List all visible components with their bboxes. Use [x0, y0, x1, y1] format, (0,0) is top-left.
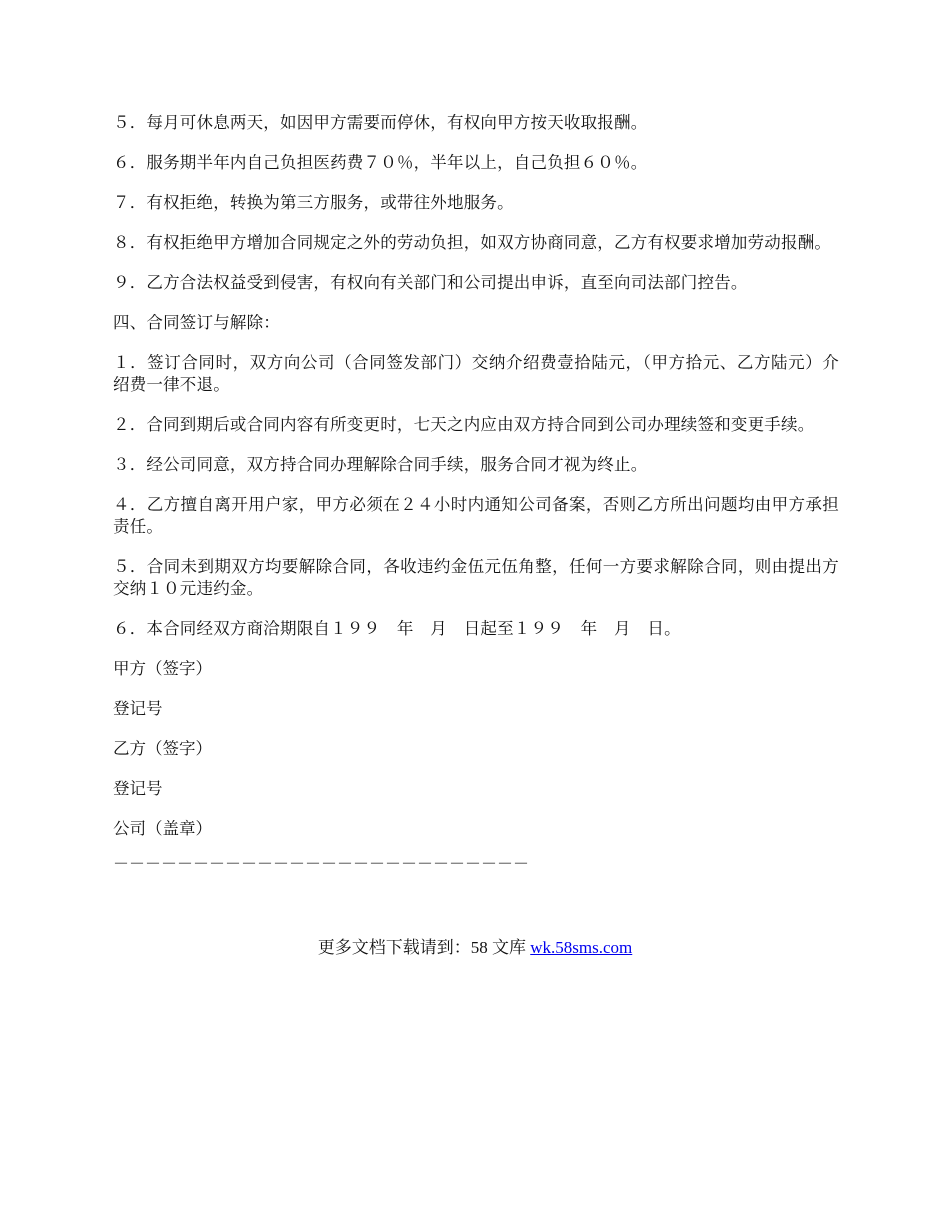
party-b-signature: 乙方（签字）	[113, 739, 212, 758]
party-a-registration: 登记号	[113, 699, 163, 718]
clause-4-2: ２．合同到期后或合同内容有所变更时，七天之内应由双方持合同到公司办理续签和变更手续。	[113, 415, 815, 434]
company-seal: 公司（盖章）	[113, 819, 212, 838]
document-body	[113, 112, 839, 874]
dash-divider: －－－－－－－－－－－－－－－－－－－－－－－－－－	[113, 854, 530, 873]
footer-text: 更多文档下载请到：58 文库	[317, 938, 531, 957]
party-a-signature: 甲方（签字）	[113, 659, 212, 678]
clause-4-3: ３．经公司同意，双方持合同办理解除合同手续，服务合同才视为终止。	[113, 455, 648, 474]
clause-4-4: ４．乙方擅自离开用户家，甲方必须在２４小时内通知公司备案，否则乙方所出问题均由甲方承担责任。	[113, 495, 839, 536]
party-b-registration: 登记号	[113, 779, 163, 798]
clause-3-7: ７．有权拒绝，转换为第三方服务，或带往外地服务。	[113, 193, 514, 212]
footer	[0, 937, 950, 959]
section-4-heading: 四、合同签订与解除：	[113, 313, 280, 332]
clause-3-9: ９．乙方合法权益受到侵害，有权向有关部门和公司提出申诉，直至向司法部门控告。	[113, 273, 748, 292]
clause-4-6: ６．本合同经双方商洽期限自１９９ 年 月 日起至１９９ 年 月 日。	[113, 619, 681, 638]
clause-3-6: ６．服务期半年内自己负担医药费７０％，半年以上，自己负担６０％。	[113, 153, 648, 172]
clause-3-5: ５．每月可休息两天，如因甲方需要而停休，有权向甲方按天收取报酬。	[113, 113, 648, 132]
clause-3-8: ８．有权拒绝甲方增加合同规定之外的劳动负担，如双方协商同意，乙方有权要求增加劳动报酬。	[113, 233, 832, 252]
clause-4-1: １．签订合同时，双方向公司（合同签发部门）交纳介绍费壹拾陆元，（甲方拾元、乙方陆元）介绍费一律不退。	[113, 353, 839, 394]
footer-link[interactable]: wk.58sms.com	[530, 938, 633, 957]
clause-4-5: ５．合同未到期双方均要解除合同，各收违约金伍元伍角整，任何一方要求解除合同，则由提出方交纳１０元违约金。	[113, 557, 839, 598]
